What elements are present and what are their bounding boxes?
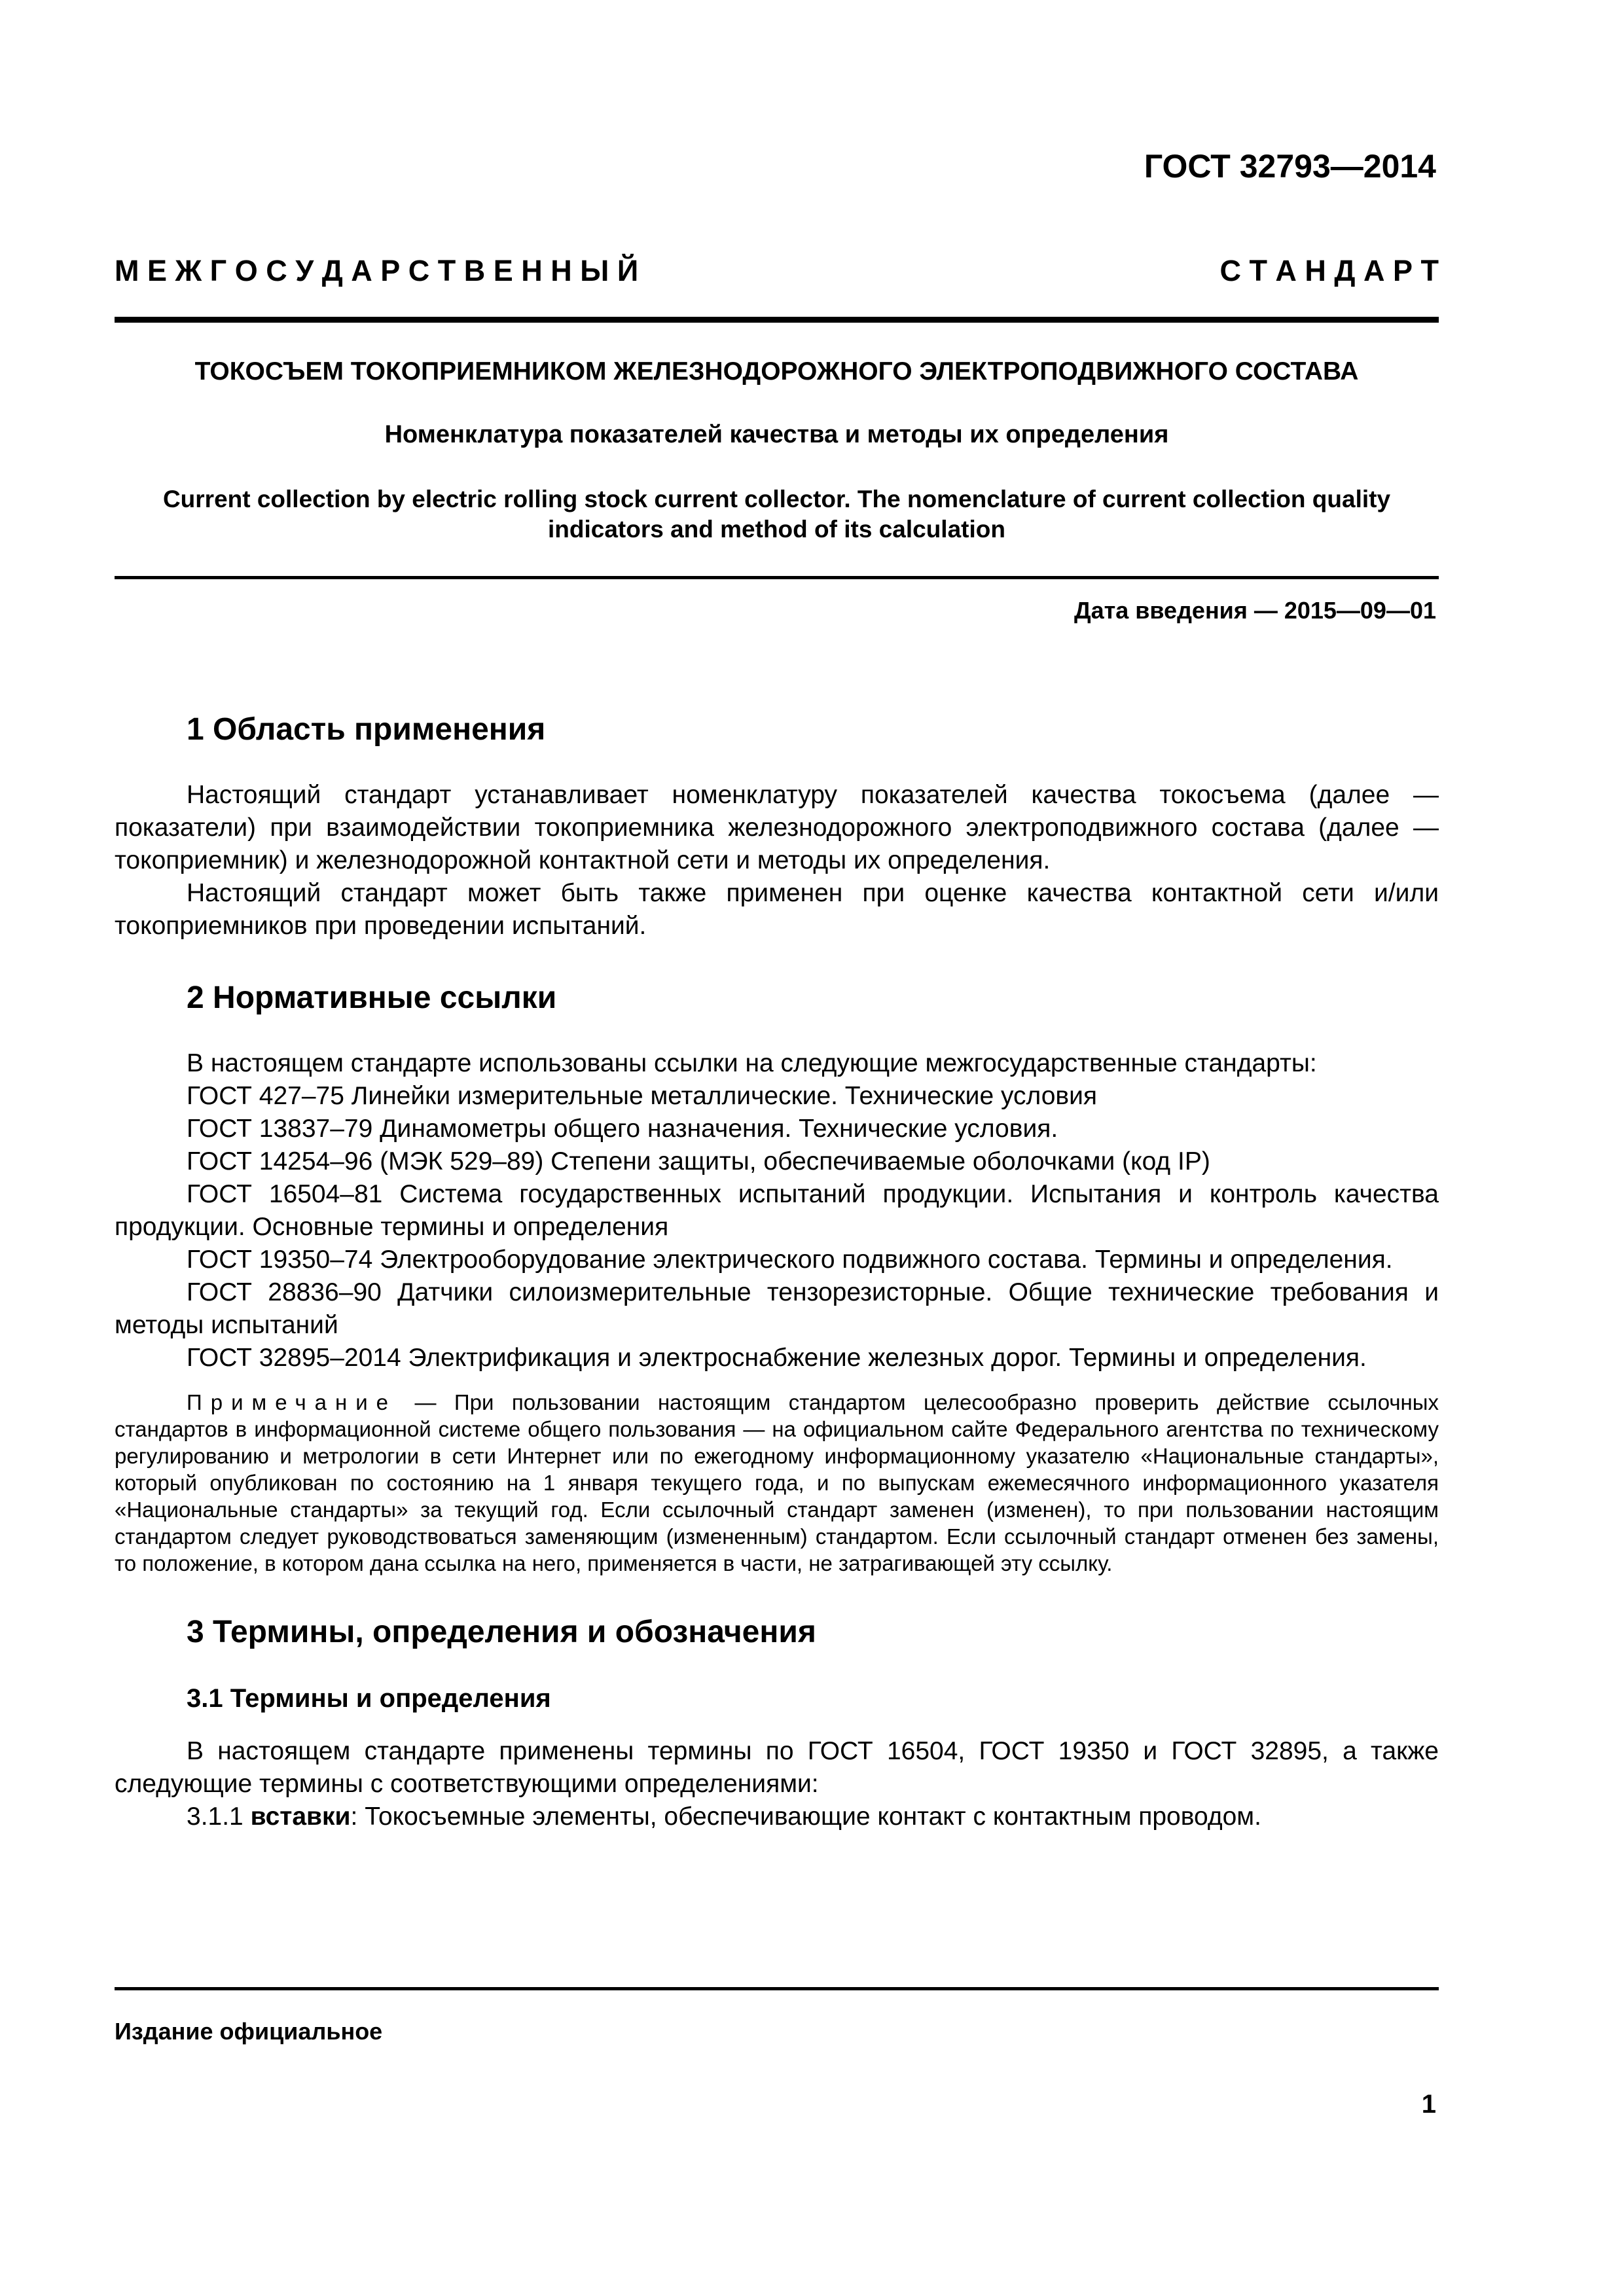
header-divider <box>115 317 1439 323</box>
section-2-heading: 2 Нормативные ссылки <box>187 980 557 1015</box>
standard-kind-word-2: С Т А Н Д А Р Т <box>1219 254 1439 287</box>
term-definition <box>115 1801 1439 1833</box>
standard-code: ГОСТ 32793—2014 <box>1144 148 1436 185</box>
note-text: — При пользовании настоящим стандартом целесообразно проверить действие ссылочных стандартов в информационной системе общего пользования — на официальном сайте Федерального агентства по техническому регулированию и метрологии в сети Интернет или по ежегодному информационному указателю «Национальные стандарты», который опубликован по состоянию на 1 января текущего года, и по выпускам ежемесячного информационного указателя «Национальные стандарты» за текущий год. Если ссылочный стандарт заменен (изменен), то при пользовании настоящим стандартом следует руководствоваться заменяющим (измененным) стандартом. Если ссылочный стандарт отменен без замены, то положение, в котором дана ссылка на него, применяется в части, не затрагивающей эту ссылку. <box>115 1390 1439 1575</box>
reference-item: ГОСТ 16504–81 Система государственных испытаний продукции. Испытания и контроль качества продукции. Основные термины и определения <box>115 1180 1439 1241</box>
document-subtitle: Номенклатура показателей качества и методы их определения <box>384 421 1169 448</box>
english-title-line-1: Current collection by electric rolling stock current collector. The nomenclature of current collection quality <box>162 486 1391 512</box>
section-1-paragraph-1: Настоящий стандарт устанавливает номенклатуру показателей качества токосъема (далее — показатели) при взаимодействии токоприемника железнодорожного электроподвижного состава (далее — токоприемник) и железнодорожной контактной сети и методы их определения. <box>115 781 1439 874</box>
section-2-intro: В настоящем стандарте использованы ссылки на следующие межгосударственные стандарты: <box>187 1049 1317 1077</box>
section-1-heading: 1 Область применения <box>187 712 546 747</box>
standard-kind <box>115 254 1439 288</box>
document-title-english <box>115 484 1439 545</box>
term-number: 3.1.1 <box>187 1803 251 1831</box>
english-title-line-2: indicators and method of its calculation <box>548 516 1005 543</box>
page-number: 1 <box>1421 2090 1436 2119</box>
reference-item: ГОСТ 28836–90 Датчики силоизмерительные тензорезисторные. Общие технические требования и методы испытаний <box>115 1278 1439 1339</box>
reference-item: ГОСТ 427–75 Линейки измерительные металлические. Технические условия <box>187 1082 1098 1110</box>
standard-kind-word-1: М Е Ж Г О С У Д А Р С Т В Е Н Н Ы Й <box>115 254 639 287</box>
reference-item: ГОСТ 14254–96 (МЭК 529–89) Степени защиты, обеспечиваемые оболочками (код IP) <box>187 1147 1210 1175</box>
reference-item: ГОСТ 19350–74 Электрооборудование электрического подвижного состава. Термины и определения. <box>187 1246 1393 1274</box>
subsection-3-1-heading: 3.1 Термины и определения <box>187 1684 551 1713</box>
reference-item: ГОСТ 13837–79 Динамометры общего назначения. Технические условия. <box>187 1115 1058 1143</box>
edition-label: Издание официальное <box>115 2018 383 2045</box>
introduction-date: Дата введения — 2015—09—01 <box>1074 597 1436 624</box>
term-name: вставки <box>250 1803 351 1831</box>
section-3-heading: 3 Термины, определения и обозначения <box>187 1615 816 1649</box>
section-1-paragraph-2: Настоящий стандарт может быть также применен при оценке качества контактной сети и/или токоприемников при проведении испытаний. <box>115 879 1439 940</box>
document-title: ТОКОСЪЕМ ТОКОПРИЕМНИКОМ ЖЕЛЕЗНОДОРОЖНОГО ЭЛЕКТРОПОДВИЖНОГО СОСТАВА <box>194 357 1359 386</box>
reference-item: ГОСТ 32895–2014 Электрификация и электроснабжение железных дорог. Термины и определения. <box>187 1344 1367 1372</box>
footer-divider <box>115 1987 1439 1990</box>
title-divider <box>115 576 1439 579</box>
document-body <box>115 710 1439 1833</box>
term-text: : Токосъемные элементы, обеспечивающие контакт с контактным проводом. <box>350 1803 1261 1831</box>
section-3-paragraph-1: В настоящем стандарте применены термины по ГОСТ 16504, ГОСТ 19350 и ГОСТ 32895, а также следующие термины с соответствующими определениями: <box>115 1737 1439 1798</box>
section-2-note <box>115 1389 1439 1577</box>
note-label: Примечание <box>187 1390 397 1414</box>
